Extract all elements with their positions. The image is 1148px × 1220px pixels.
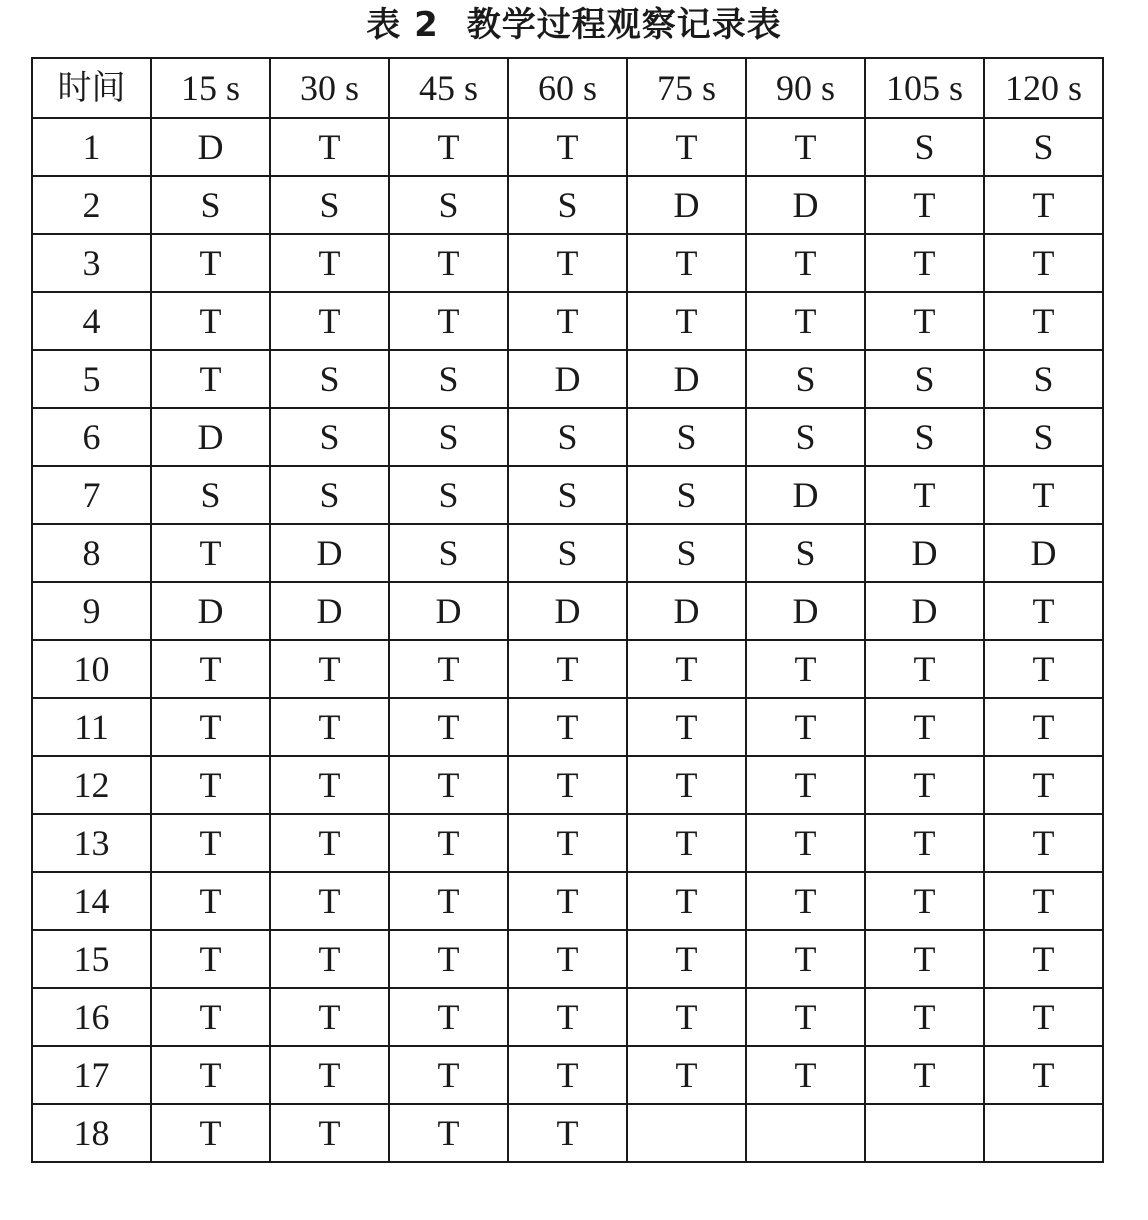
table-cell: D	[270, 524, 389, 582]
row-index-cell: 17	[32, 1046, 151, 1104]
table-cell: T	[865, 756, 984, 814]
table-cell: T	[984, 814, 1103, 872]
table-cell: T	[865, 930, 984, 988]
column-header: 60 s	[508, 58, 627, 118]
table-cell: T	[865, 698, 984, 756]
table-cell: T	[151, 234, 270, 292]
table-cell: T	[508, 234, 627, 292]
table-row	[32, 756, 1103, 814]
table-cell: T	[151, 698, 270, 756]
table-cell: T	[746, 988, 865, 1046]
table-cell: T	[508, 640, 627, 698]
table-cell: S	[865, 350, 984, 408]
table-number: 表 2	[366, 5, 439, 45]
table-caption: 教学过程观察记录表	[466, 5, 782, 45]
table-cell: S	[389, 408, 508, 466]
table-cell: T	[627, 118, 746, 176]
column-header: 90 s	[746, 58, 865, 118]
row-index-cell: 6	[32, 408, 151, 466]
table-cell: T	[984, 292, 1103, 350]
row-index-cell: 14	[32, 872, 151, 930]
table-cell: T	[746, 118, 865, 176]
table-cell: T	[151, 524, 270, 582]
table-row	[32, 988, 1103, 1046]
table-cell: T	[865, 466, 984, 524]
table-cell: T	[627, 698, 746, 756]
table-cell: T	[270, 234, 389, 292]
table-cell: D	[865, 582, 984, 640]
table-cell	[627, 1104, 746, 1162]
table-row	[32, 292, 1103, 350]
table-cell: T	[508, 1104, 627, 1162]
table-cell: S	[865, 408, 984, 466]
table-cell: T	[508, 814, 627, 872]
column-header: 45 s	[389, 58, 508, 118]
table-row	[32, 872, 1103, 930]
table-row	[32, 234, 1103, 292]
table-row	[32, 1046, 1103, 1104]
table-cell: T	[151, 1104, 270, 1162]
table-cell: S	[627, 524, 746, 582]
table-cell: T	[270, 930, 389, 988]
table-row	[32, 640, 1103, 698]
row-index-cell: 5	[32, 350, 151, 408]
table-cell: T	[984, 988, 1103, 1046]
table-cell: T	[389, 698, 508, 756]
table-cell: T	[151, 292, 270, 350]
table-row	[32, 1104, 1103, 1162]
table-cell: T	[508, 930, 627, 988]
column-header: 120 s	[984, 58, 1103, 118]
column-header: 30 s	[270, 58, 389, 118]
row-index-cell: 10	[32, 640, 151, 698]
table-cell: T	[389, 118, 508, 176]
row-index-cell: 2	[32, 176, 151, 234]
row-index-cell: 12	[32, 756, 151, 814]
table-cell: T	[627, 234, 746, 292]
table-cell: T	[627, 756, 746, 814]
row-index-cell: 15	[32, 930, 151, 988]
table-cell: D	[984, 524, 1103, 582]
table-cell: D	[151, 408, 270, 466]
table-cell: T	[746, 930, 865, 988]
table-cell: S	[151, 176, 270, 234]
table-cell: S	[508, 466, 627, 524]
table-cell: T	[746, 814, 865, 872]
table-cell: T	[270, 118, 389, 176]
row-index-cell: 18	[32, 1104, 151, 1162]
table-cell: S	[508, 524, 627, 582]
table-cell: S	[389, 350, 508, 408]
table-cell: T	[984, 234, 1103, 292]
table-cell	[984, 1104, 1103, 1162]
table-cell: T	[508, 118, 627, 176]
row-index-cell: 1	[32, 118, 151, 176]
table-cell: T	[389, 292, 508, 350]
row-index-cell: 8	[32, 524, 151, 582]
table-cell: T	[746, 234, 865, 292]
table-cell: T	[984, 582, 1103, 640]
table-cell: T	[389, 988, 508, 1046]
table-cell: T	[389, 930, 508, 988]
table-cell: T	[865, 872, 984, 930]
table-cell	[865, 1104, 984, 1162]
row-index-cell: 7	[32, 466, 151, 524]
table-cell: T	[389, 1046, 508, 1104]
table-cell: T	[270, 1046, 389, 1104]
table-cell: T	[508, 1046, 627, 1104]
table-cell: T	[984, 756, 1103, 814]
table-cell: T	[984, 1046, 1103, 1104]
table-cell: T	[270, 814, 389, 872]
table-cell: T	[746, 872, 865, 930]
table-cell: D	[746, 582, 865, 640]
table-cell: T	[627, 930, 746, 988]
table-cell: D	[151, 582, 270, 640]
table-row	[32, 466, 1103, 524]
table-cell: T	[389, 756, 508, 814]
table-cell: S	[270, 466, 389, 524]
row-index-cell: 11	[32, 698, 151, 756]
table-cell: T	[627, 292, 746, 350]
header-row	[32, 58, 1103, 118]
table-cell: T	[865, 292, 984, 350]
table-cell: T	[508, 872, 627, 930]
table-cell: T	[151, 988, 270, 1046]
table-cell: S	[270, 176, 389, 234]
table-cell: T	[151, 640, 270, 698]
table-cell: T	[508, 756, 627, 814]
table-cell: S	[389, 524, 508, 582]
table-cell: T	[746, 292, 865, 350]
table-cell: S	[270, 408, 389, 466]
table-cell: T	[508, 292, 627, 350]
table-cell: D	[865, 524, 984, 582]
table-cell: T	[984, 872, 1103, 930]
table-row	[32, 930, 1103, 988]
table-cell: S	[865, 118, 984, 176]
row-index-cell: 4	[32, 292, 151, 350]
table-cell: T	[984, 640, 1103, 698]
table-row	[32, 350, 1103, 408]
table-cell: T	[865, 176, 984, 234]
table-cell: T	[865, 640, 984, 698]
table-title	[0, 0, 1148, 52]
table-cell: S	[984, 118, 1103, 176]
table-cell: T	[151, 756, 270, 814]
table-cell: S	[746, 408, 865, 466]
table-cell: D	[627, 582, 746, 640]
table-cell: T	[984, 466, 1103, 524]
table-cell: T	[865, 234, 984, 292]
table-cell: T	[389, 234, 508, 292]
table-cell: T	[746, 640, 865, 698]
table-cell: T	[627, 872, 746, 930]
table-cell: D	[151, 118, 270, 176]
table-cell: T	[151, 814, 270, 872]
table-cell: T	[389, 640, 508, 698]
table-cell: D	[627, 350, 746, 408]
table-cell: D	[746, 466, 865, 524]
row-index-cell: 16	[32, 988, 151, 1046]
table-row	[32, 118, 1103, 176]
table-cell: T	[270, 292, 389, 350]
table-cell: T	[984, 176, 1103, 234]
table-row	[32, 408, 1103, 466]
table-cell: D	[270, 582, 389, 640]
table-cell: S	[627, 466, 746, 524]
column-header: 105 s	[865, 58, 984, 118]
table-row	[32, 814, 1103, 872]
table-cell: D	[389, 582, 508, 640]
table-cell: D	[746, 176, 865, 234]
table-cell: S	[627, 408, 746, 466]
table-cell: T	[270, 640, 389, 698]
table-cell: T	[627, 814, 746, 872]
table-cell: S	[389, 466, 508, 524]
column-header: 75 s	[627, 58, 746, 118]
table-cell: T	[746, 756, 865, 814]
table-cell: T	[508, 698, 627, 756]
table-cell: T	[865, 1046, 984, 1104]
table-cell: S	[746, 350, 865, 408]
table-cell: T	[865, 988, 984, 1046]
table-row	[32, 582, 1103, 640]
table-cell: S	[508, 176, 627, 234]
table-cell: T	[746, 1046, 865, 1104]
table-cell: T	[270, 988, 389, 1046]
table-cell: T	[389, 872, 508, 930]
table-cell: S	[984, 408, 1103, 466]
row-index-cell: 13	[32, 814, 151, 872]
table-cell: T	[627, 988, 746, 1046]
table-cell: D	[627, 176, 746, 234]
table-cell: T	[270, 698, 389, 756]
table-row	[32, 698, 1103, 756]
table-cell: T	[270, 756, 389, 814]
table-cell: T	[270, 872, 389, 930]
table-body	[32, 58, 1103, 1162]
table-cell: T	[151, 350, 270, 408]
table-cell: T	[984, 698, 1103, 756]
table-cell: T	[151, 872, 270, 930]
row-index-cell: 9	[32, 582, 151, 640]
table-cell: D	[508, 582, 627, 640]
table-cell	[746, 1104, 865, 1162]
row-index-cell: 3	[32, 234, 151, 292]
observation-table	[31, 57, 1104, 1163]
table-row	[32, 524, 1103, 582]
table-cell: T	[151, 1046, 270, 1104]
table-cell: T	[389, 814, 508, 872]
table-cell: T	[508, 988, 627, 1046]
column-header: 15 s	[151, 58, 270, 118]
table-cell: S	[270, 350, 389, 408]
table-cell: S	[984, 350, 1103, 408]
table-cell: T	[865, 814, 984, 872]
table-cell: D	[508, 350, 627, 408]
table-cell: T	[627, 1046, 746, 1104]
table-cell: T	[627, 640, 746, 698]
table-cell: T	[270, 1104, 389, 1162]
table-cell: S	[746, 524, 865, 582]
table-cell: S	[151, 466, 270, 524]
table-cell: T	[984, 930, 1103, 988]
table-cell: T	[746, 698, 865, 756]
table-cell: S	[389, 176, 508, 234]
table-cell: T	[151, 930, 270, 988]
corner-header-cell: 时间	[32, 58, 151, 118]
table-row	[32, 176, 1103, 234]
table-cell: S	[508, 408, 627, 466]
table-cell: T	[389, 1104, 508, 1162]
